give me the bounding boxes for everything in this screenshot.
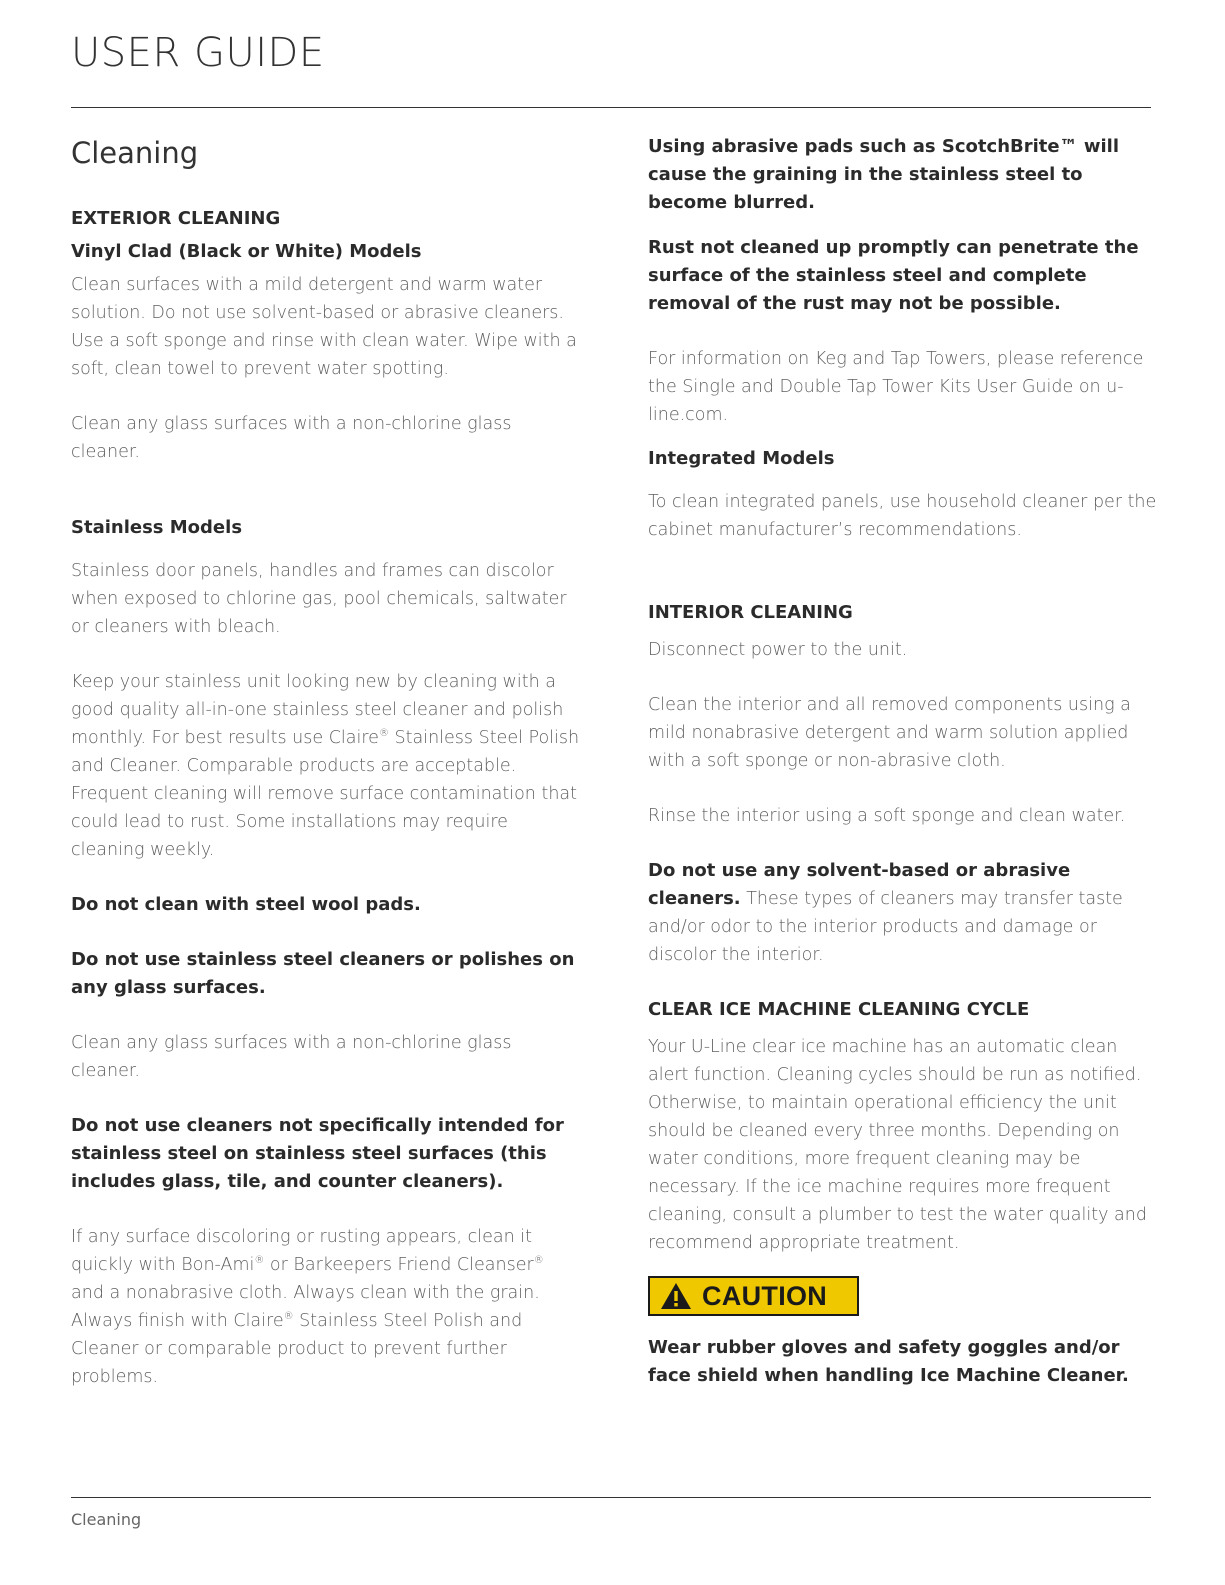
warning-glass-surfaces: Do not use stainless steel cleaners or polishes on any glass surfaces. — [71, 948, 575, 998]
interior-paragraph-3: Rinse the interior using a soft sponge and clean water. — [648, 806, 1126, 826]
keg-tap-towers-paragraph: For information on Keg and Tap Towers, please reference the Single and Double Tap Tower Kits User Guide on u-line.com. — [648, 349, 1144, 425]
ice-machine-heading: CLEAR ICE MACHINE CLEANING CYCLE — [648, 999, 1030, 1020]
integrated-paragraph: To clean integrated panels, use household cleaner per the cabinet manufacturer’s recommendations. — [648, 492, 1157, 540]
interior-paragraph-2: Clean the interior and all removed components using a mild nonabrasive detergent and warm solution applied with a soft sponge or non-abrasive cloth. — [648, 695, 1131, 771]
page-title: USER GUIDE — [71, 30, 325, 76]
footer-divider — [71, 1497, 1151, 1498]
header-divider — [71, 107, 1151, 108]
caution-text: CAUTION — [702, 1280, 828, 1311]
caution-warning-text: Wear rubber gloves and safety goggles and/or face shield when handling Ice Machine Cleaner. — [648, 1337, 1129, 1386]
warning-abrasive-pads: Using abrasive pads such as ScotchBrite™ will cause the graining in the stainless steel to become blurred. — [648, 136, 1119, 213]
left-column — [71, 136, 581, 1391]
vinyl-paragraph-1: Clean surfaces with a mild detergent and warm water solution. Do not use solvent-based or abrasive cleaners. Use a soft sponge and rinse with clean water. Wipe with a soft, clean towel to prevent water spotting. — [71, 274, 577, 379]
ice-machine-paragraph: Your U-Line clear ice machine has an automatic clean alert function. Cleaning cycles should be run as notified. Otherwise, to maintain operational efficiency the unit should be cleaned every three months. Depending on water conditions, more frequent cleaning may be necessary. If the ice machine requires more frequent cleaning, consult a plumber to test the water quality and recommend appropriate treatment. — [648, 1037, 1147, 1253]
stainless-paragraph-2: Keep your stainless unit looking new by cleaning with a good quality all-in-one stainless steel cleaner and polish monthly. For best results use Claire® Stainless Steel Polish and Cleaner. Comparable products are acceptable. Frequent cleaning will remove surface contamination that could lead to rust. Some installations may require cleaning weekly. — [71, 671, 580, 860]
warning-rust: Rust not cleaned up promptly can penetrate the surface of the stainless steel and complete removal of the rust may not be possible. — [648, 237, 1139, 314]
vinyl-paragraph-2: Clean any glass surfaces with a non-chlorine glass cleaner. — [71, 413, 512, 462]
interior-cleaning-heading: INTERIOR CLEANING — [648, 602, 853, 623]
warning-steel-wool: Do not clean with steel wool pads. — [71, 893, 421, 915]
stainless-models-heading: Stainless Models — [71, 516, 243, 538]
integrated-models-heading: Integrated Models — [648, 448, 835, 469]
interior-paragraph-1: Disconnect power to the unit. — [648, 640, 908, 660]
exterior-cleaning-heading: EXTERIOR CLEANING — [71, 207, 281, 229]
caution-label — [648, 1276, 859, 1316]
interior-warning-paragraph: Do not use any solvent-based or abrasive cleaners. These types of cleaners may transfer taste and/or odor to the interior products and damage or discolor the interior. — [648, 860, 1123, 965]
rust-paragraph: If any surface discoloring or rusting appears, clean it quickly with Bon-Ami® or Barkeepers Friend Cleanser® and a nonabrasive cloth. Always clean with the grain. Always finish with Claire® Stainless Steel Polish and Cleaner or comparable product to prevent further problems. — [71, 1226, 544, 1387]
footer-label: Cleaning — [71, 1510, 142, 1529]
glass-cleaning-paragraph: Clean any glass surfaces with a non-chlorine glass cleaner. — [71, 1032, 512, 1081]
warning-non-stainless-cleaners: Do not use cleaners not specifically intended for stainless steel on stainless steel surfaces (this includes glass, tile, and counter cleaners). — [71, 1114, 564, 1192]
section-title: Cleaning — [71, 136, 199, 170]
warning-triangle-icon — [660, 1282, 692, 1310]
vinyl-clad-heading: Vinyl Clad (Black or White) Models — [71, 240, 422, 262]
stainless-paragraph-1: Stainless door panels, handles and frames can discolor when exposed to chlorine gas, pool chemicals, saltwater or cleaners with bleach. — [71, 560, 567, 637]
caution-label-wrapper — [648, 1276, 1158, 1316]
right-column — [648, 133, 1158, 1390]
